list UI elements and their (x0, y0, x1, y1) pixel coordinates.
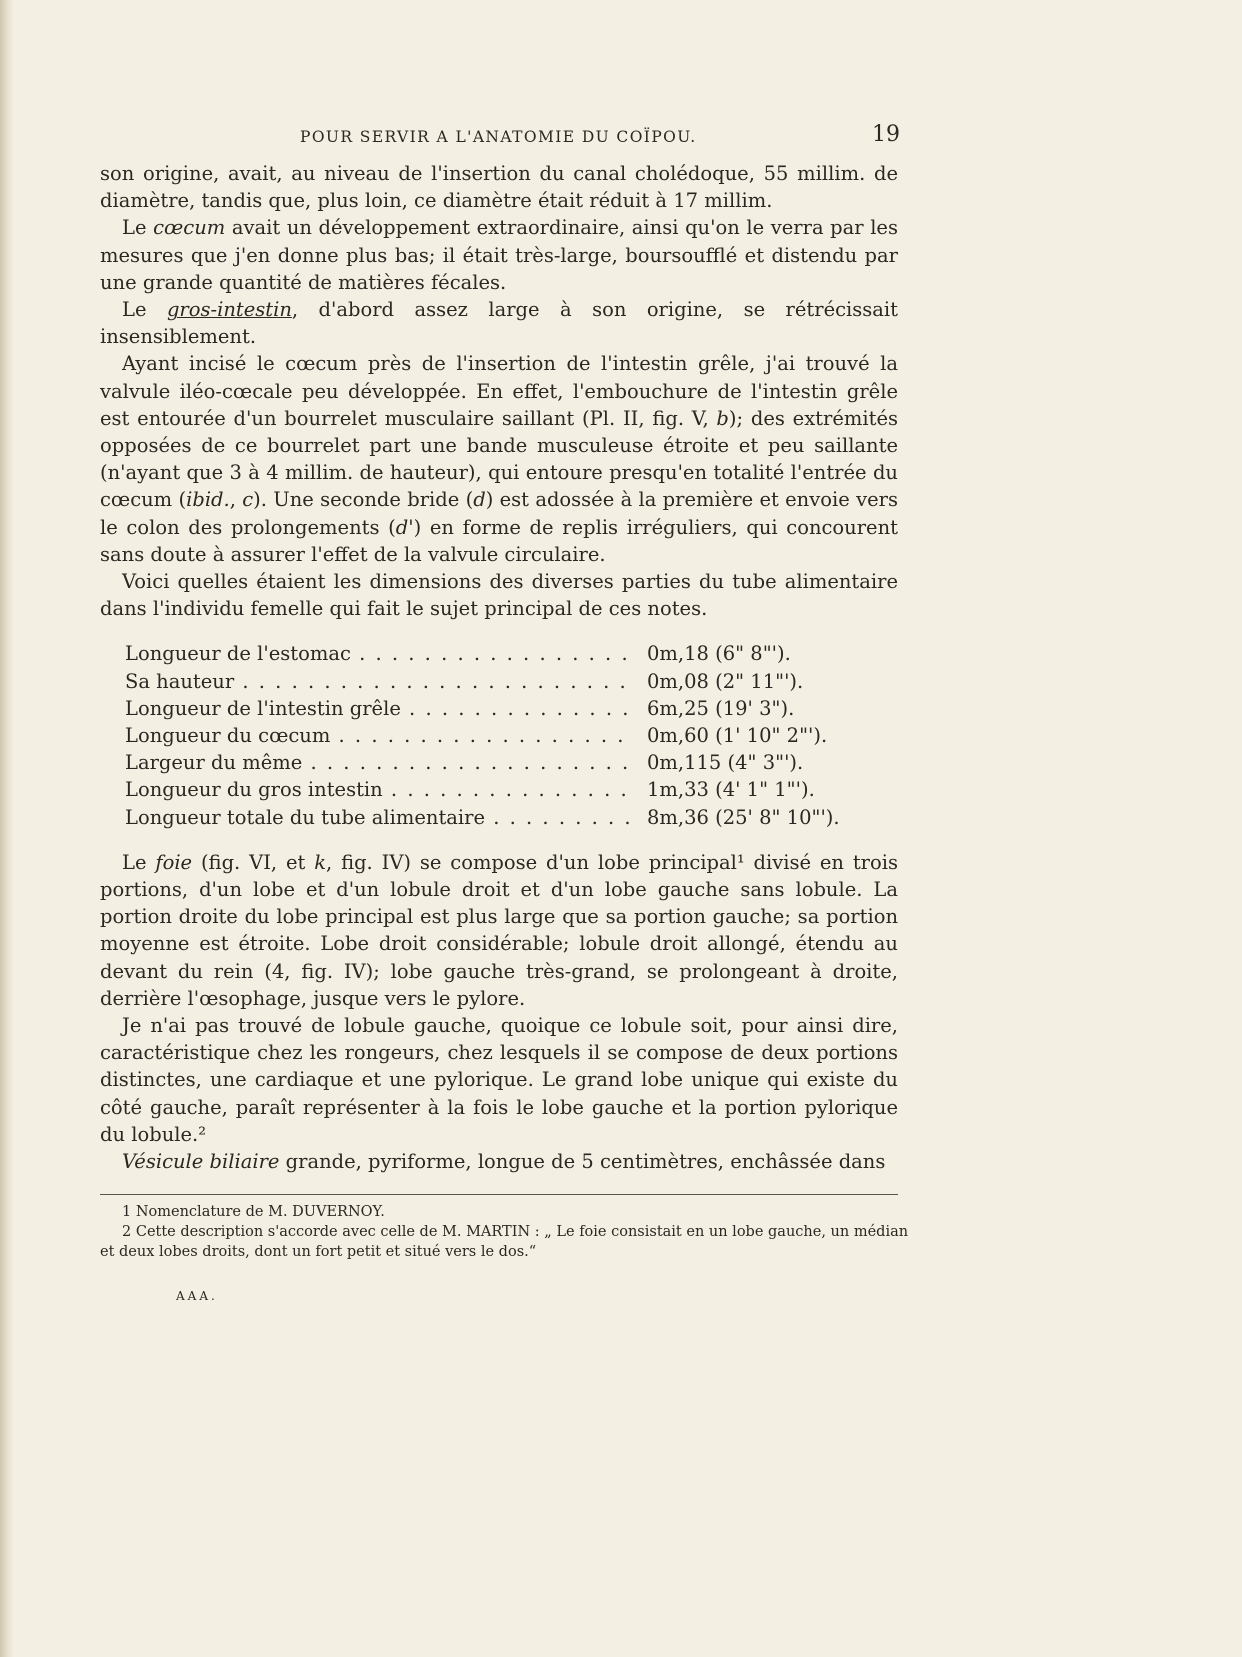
measurement-value: 0m,115 (4" 3"'). (647, 751, 804, 775)
emphasized-term (167, 298, 292, 321)
text-run: ); des extrémités opposées de ce bourrelet part une bande musculeuse étroite et peu saillante (n'ayant que 3 à 4 millim. de hauteur), qui entoure presqu'en totalité l'entrée du cœcum ( (100, 406, 898, 512)
underlined-term: gros-intestin (166, 298, 292, 322)
text-run: ) est adossée à la première et envoie vers le colon des prolongements ( (100, 488, 898, 539)
text-run: , (229, 488, 243, 512)
page-edge (0, 0, 14, 1657)
measurement-value: 0m,60 (1' 10" 2"'). (647, 724, 828, 748)
measurement-value: 0m,08 (2" 11"'). (647, 669, 804, 693)
paragraph (100, 568, 898, 622)
measurement-value: 0m,18 (6" 8"'). (647, 642, 791, 666)
page-header (100, 124, 900, 154)
text-run: Le (122, 850, 156, 874)
text-run: ). Une seconde bride ( (253, 488, 474, 512)
measurement-label: Longueur du cœcum . . . (125, 722, 635, 749)
measurement-label: Largeur du même . . . (125, 749, 635, 776)
emphasized-term: cœcum (153, 216, 226, 240)
emphasized-term: d (473, 488, 486, 512)
emphasized-term: ibid. (186, 488, 230, 512)
measurement-row (125, 695, 845, 722)
measurement-row (125, 640, 845, 667)
emphasized-term: k (314, 850, 327, 874)
measurements-table (125, 640, 845, 830)
text-run: ) en forme de replis irréguliers, qui concourent sans doute à assurer l'effet de la valvule circulaire. (100, 515, 898, 566)
footnote (100, 1222, 920, 1262)
measurement-label: Longueur de l'intestin grêle . . . (125, 695, 635, 722)
footnote (100, 1202, 920, 1222)
emphasized-term: foie (155, 850, 193, 874)
emphasized-term: b (716, 406, 729, 430)
emphasized-term: c (242, 488, 254, 512)
text-run: son origine, avait, au niveau de l'insertion du canal cholédoque, 55 millim. de diamètre, tandis que, plus loin, ce diamètre était réduit à 17 millim. (100, 162, 898, 213)
text-run: (fig. VI, et (192, 850, 315, 874)
paragraph (100, 1012, 898, 1148)
footnote-rule (100, 1194, 898, 1195)
paragraphs-before (100, 160, 898, 622)
measurement-label: Longueur de l'estomac . . . (125, 640, 635, 667)
footnote-text: Nomenclature de M. DUVERNOY. (135, 1204, 385, 1220)
measurement-value: 6m,25 (19' 3"). (647, 696, 795, 720)
measurement-row (125, 749, 845, 776)
measurement-row (125, 722, 845, 749)
signature-mark: AAA. (176, 1289, 218, 1303)
page-number: 19 (872, 122, 900, 147)
text-run: Le (122, 298, 167, 322)
measurement-value: 8m,36 (25' 8" 10"'). (647, 805, 840, 829)
paragraphs-after (100, 849, 898, 1175)
measurement-row (125, 804, 845, 831)
text-run: Je n'ai pas trouvé de lobule gauche, quoique ce lobule soit, pour ainsi dire, caractéristique chez les rongeurs, chez lesquels il se compose de deux portions distinctes, une cardiaque et une pylorique. Le grand lobe unique qui existe du côté gauche, paraît représenter à la fois le lobe gauche et la portion pylorique du lobule.² (100, 1013, 898, 1146)
footnote-text: Cette description s'accorde avec celle de M. MARTIN : „ Le foie consistait en un lobe gauche, un médian et deux lobes droits, dont un fort petit et situé vers le dos.“ (100, 1224, 909, 1260)
paragraph (100, 296, 898, 350)
footnote-mark: 1 (122, 1204, 132, 1220)
measurement-label: Longueur du gros intestin . . . (125, 776, 635, 803)
measurement-row (125, 668, 845, 695)
measurement-label: Sa hauteur . . . (125, 668, 635, 695)
paragraph (100, 350, 898, 568)
emphasized-term: d' (395, 515, 414, 539)
paragraph (100, 849, 898, 1012)
paragraph (100, 160, 898, 214)
measurement-label: Longueur totale du tube alimentaire . . . (125, 804, 635, 831)
text-run: Le (122, 216, 154, 240)
text-run: , fig. IV) se compose d'un lobe principal¹ divisé en trois portions, d'un lobe et d'un lobule droit et d'un lobe gauche sans lobule. La portion droite du lobe principal est plus large que sa portion gauche; sa portion moyenne est étroite. Lobe droit considérable; lobule droit allongé, étendu au devant du rein (4, fig. IV); lobe gauche très-grand, se prolongeant à droite, derrière l'œsophage, jusque vers le pylore. (100, 850, 898, 1010)
footnote-mark: 2 (122, 1224, 132, 1240)
emphasized-term: Vésicule biliaire (122, 1150, 280, 1173)
footnotes (100, 1202, 920, 1262)
text-run: , d'abord assez large à son origine, se rétrécissait insensiblement. (100, 298, 898, 349)
text-run: avait un développement extraordinaire, ainsi qu'on le verra par les mesures que j'en donne plus bas; il était très-large, boursoufflé et distendu par une grande quantité de matières fécales. (100, 216, 898, 294)
measurement-value: 1m,33 (4' 1" 1"'). (647, 778, 815, 802)
running-head: POUR SERVIR A L'ANATOMIE DU COÏPOU. (300, 128, 697, 146)
measurement-row (125, 776, 845, 803)
paragraph (100, 1148, 898, 1175)
text-run: Ayant incisé le cœcum près de l'insertion de l'intestin grêle, j'ai trouvé la valvule iléo-cœcale peu développée. En effet, l'embouchure de l'intestin grêle est entourée d'un bourrelet musculaire saillant (Pl. II, fig. V, (100, 352, 898, 430)
text-run: grande, pyriforme, longue de 5 centimètres, enchâssée dans (279, 1150, 886, 1173)
text-run: Voici quelles étaient les dimensions des diverses parties du tube alimentaire dans l'individu femelle qui fait le sujet principal de ces notes. (100, 570, 898, 621)
paragraph (100, 214, 898, 296)
body-text (100, 160, 898, 1175)
